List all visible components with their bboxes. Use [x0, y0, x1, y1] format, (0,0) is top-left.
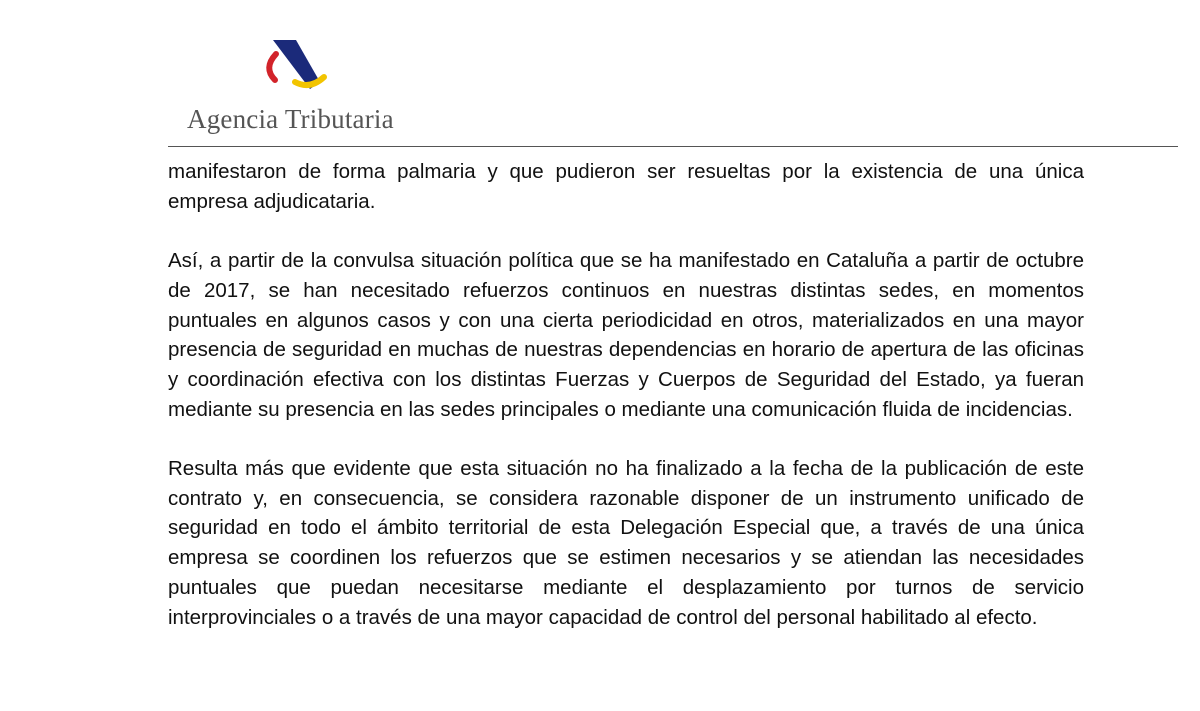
- document-body: [168, 157, 1084, 632]
- document-header: [0, 0, 1200, 150]
- agencia-tributaria-logo-icon: [262, 40, 328, 96]
- paragraph: manifestaron de forma palmaria y que pudieron ser resueltas por la existencia de una única empresa adjudicataria.: [168, 160, 1084, 213]
- paragraph: Así, a partir de la convulsa situación política que se ha manifestado en Cataluña a partir de octubre de 2017, se han necesitado refuerzos continuos en nuestras distintas sedes, en momentos puntuales en algunos casos y con una cierta periodicidad en otros, materializados en una mayor presencia de seguridad en muchas de nuestras dependencias en horario de apertura de las oficinas y coordinación efectiva con los distintas Fuerzas y Cuerpos de Seguridad del Estado, ya fueran mediante su presencia en las sedes principales o mediante una comunicación fluida de incidencias.: [168, 249, 1084, 421]
- logo-text: Agencia Tributaria: [187, 104, 394, 134]
- paragraph: Resulta más que evidente que esta situación no ha finalizado a la fecha de la publicación de este contrato y, en consecuencia, se considera razonable disponer de un instrumento unificado de seguridad en todo el ámbito territorial de esta Delegación Especial que, a través de una única empresa se coordinen los refuerzos que se estimen necesarios y se atiendan las necesidades puntuales que puedan necesitarse mediante el desplazamiento por turnos de servicio interprovinciales o a través de una mayor capacidad de control del personal habilitado al efecto.: [168, 457, 1084, 629]
- header-divider: [168, 146, 1178, 147]
